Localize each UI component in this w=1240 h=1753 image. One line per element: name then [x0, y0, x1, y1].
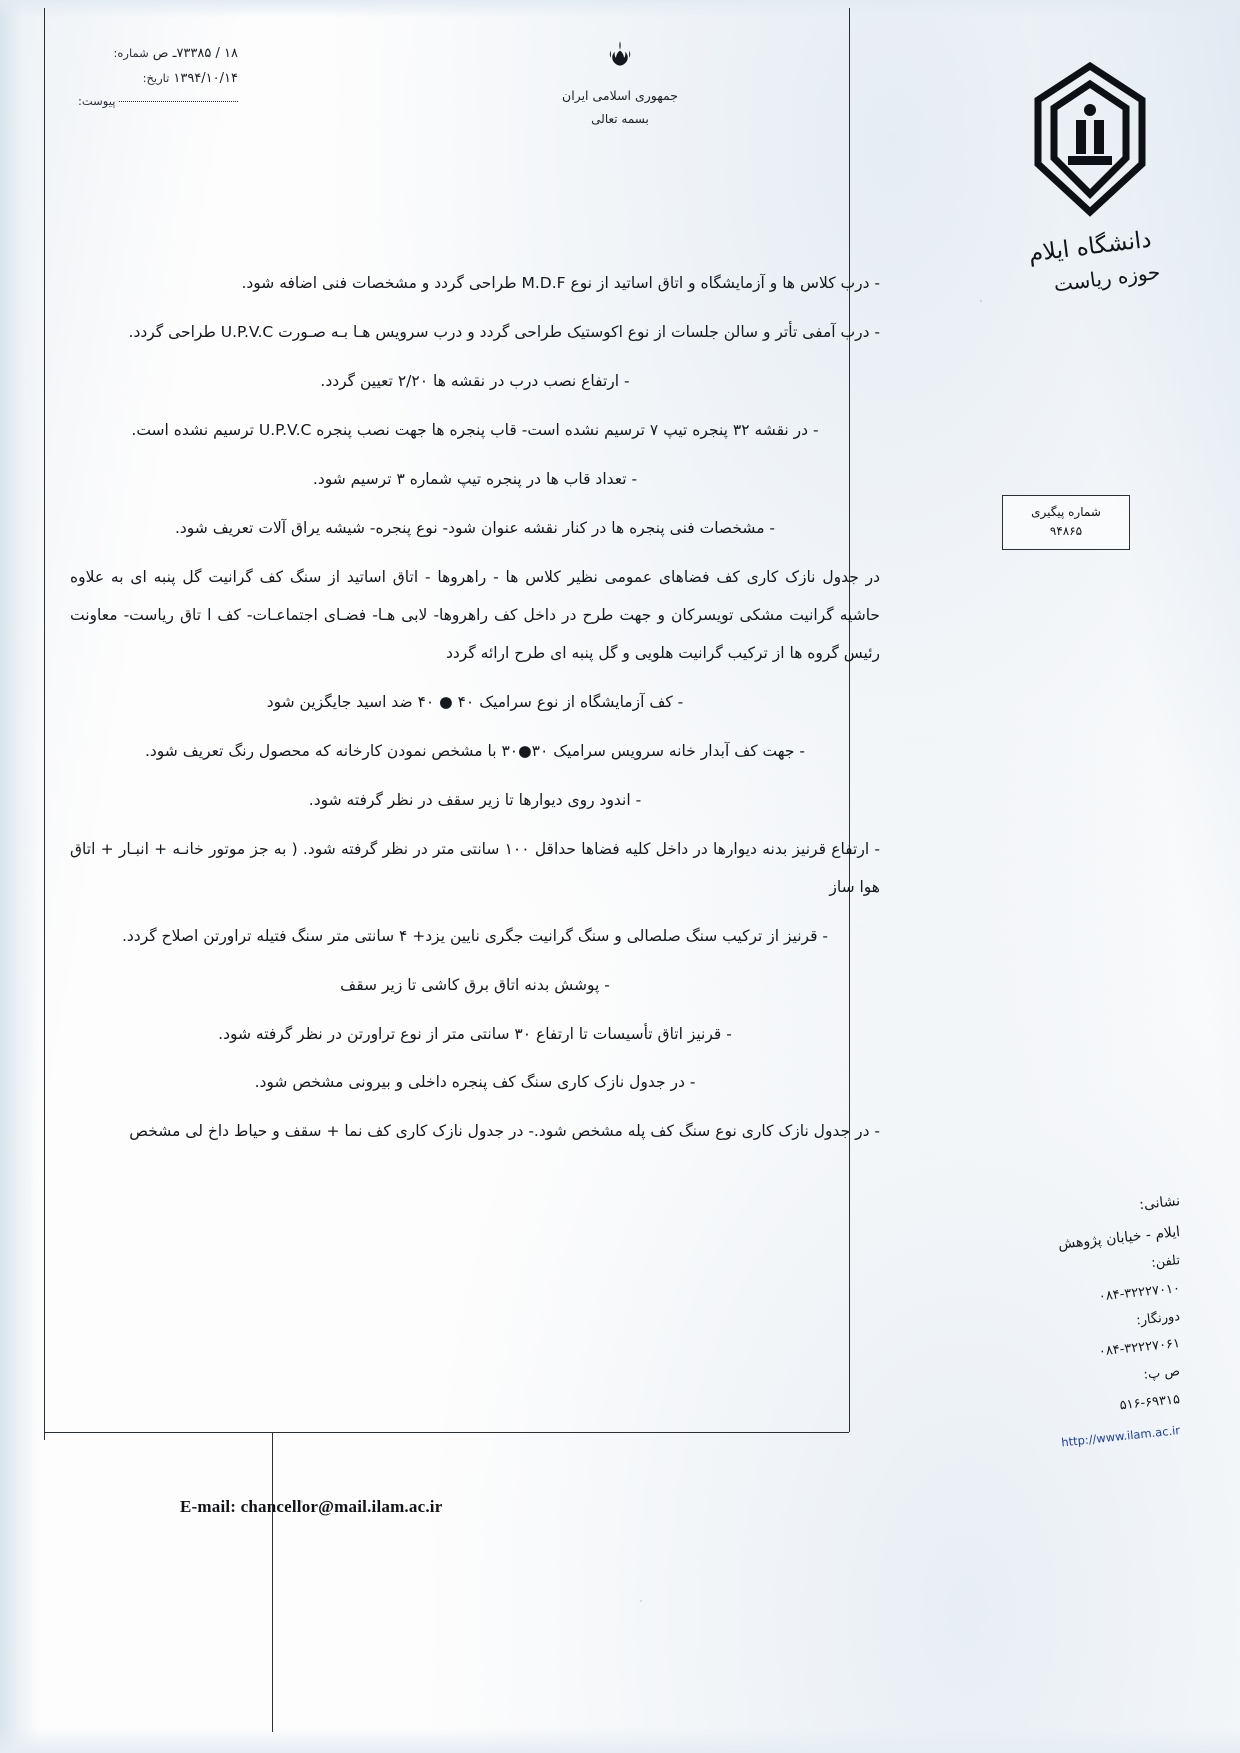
meta-number-value: ۱۸ / ۷۳۳۸۵ـ ص	[152, 46, 238, 61]
fax-label: دورنگار:	[1135, 1308, 1181, 1329]
phone-label: تلفن:	[1150, 1252, 1181, 1271]
body-item: - درب کلاس ها و آزمایشگاه و اتاق اساتید از نوع M.D.F طراحی گردد و مشخصات فنی اضافه شود.	[241, 274, 880, 292]
website-link[interactable]: http://www.ilam.ac.ir	[1060, 1423, 1181, 1450]
body-item: - اندود روی دیوارها تا زیر سقف در نظر گرفته شود.	[308, 790, 642, 809]
scan-speck	[980, 300, 982, 302]
tracking-label: شماره پیگیری	[1031, 505, 1101, 519]
body-item: - پوشش بدنه اتاق برق کاشی تا زیر سقف	[340, 975, 610, 994]
ilam-university-logo-icon	[1024, 60, 1156, 220]
scan-edge-left	[0, 0, 40, 1753]
meta-attachment-label: پیوست:	[78, 94, 116, 109]
contact-block	[930, 1186, 1181, 1450]
tracking-number-box	[1002, 495, 1130, 550]
body-item: در جدول نازک کاری کف فضاهای عمومی نظیر کلاس ها - راهروها - اتاق اساتید از سنگ کف گرانیت گل پنبه ای به علاوه حاشیه گرانیت مشکی تویسرکان و جهت طرح در داخل کف راهروها- لابی هـا- فضـای اجتماعـات- کف ا تاق ریاست- معاونت رئیس گروه ها از ترکیب گرانیت هلویی و گل پنبه ای طرح ارائه گردد	[70, 567, 880, 662]
meta-date-value: ۱۳۹۴/۱۰/۱۴	[173, 70, 238, 86]
basmala: بسمه تعالی	[591, 112, 649, 126]
postbox-label: ص پ:	[1142, 1364, 1181, 1384]
university-name: دانشگاه ایلام	[1027, 226, 1153, 268]
body-item: - کف آزمایشگاه از نوع سرامیک ۴۰ ● ۴۰ ضد اسید جایگزین شود	[266, 692, 684, 711]
scan-speck	[640, 1600, 642, 1602]
meta-date-label: تاریخ:	[142, 70, 170, 85]
body-item: - در جدول نازک کاری نوع سنگ کف پله مشخص شود.- در جدول نازک کاری کف نما + سقف و حیاط داخ لی مشخص	[129, 1122, 880, 1141]
meta-number-label: شماره:	[113, 46, 149, 60]
unit-name: حوزه ریاست	[1052, 259, 1162, 297]
meta-row-attachment	[78, 91, 238, 113]
meta-row-number	[78, 42, 238, 67]
letter-body	[70, 265, 880, 1162]
fax-value: ۰۸۴-۳۲۲۲۷۰۶۱	[1098, 1336, 1181, 1360]
letter-meta	[78, 42, 238, 113]
body-item: - در جدول نازک کاری سنگ کف پنجره داخلی و بیرونی مشخص شود.	[254, 1073, 696, 1092]
phone-value: ۰۸۴-۳۲۲۲۷۰۱۰	[1098, 1280, 1181, 1305]
meta-row-date	[78, 67, 238, 92]
letterhead-sidebar	[890, 0, 1240, 1753]
frame-line-bottom	[44, 1432, 849, 1433]
body-item: - قرنیز اتاق تأسیسات تا ارتفاع ۳۰ سانتی متر از نوع تراورتن در نظر گرفته شود.	[218, 1024, 732, 1043]
address-label: نشانی:	[1138, 1193, 1181, 1214]
body-item: - تعداد قاب ها در پنجره تیپ شماره ۳ ترسیم شود.	[312, 469, 638, 488]
scan-speck	[300, 1500, 303, 1503]
body-item: - درب آمفی تأتر و سالن جلسات از نوع اکوستیک طراحی گردد و درب سرویس هـا بـه صـورت U.P.V.C طراحی گردد.	[128, 322, 880, 341]
postbox-value: ۵۱۶-۶۹۳۱۵	[1118, 1392, 1181, 1414]
meta-attachment-line	[119, 101, 238, 102]
body-item: - جهت کف آبدار خانه سرویس سرامیک ۳۰●۳۰ با مشخص نمودن کارخانه که محصول رنگ تعریف شود.	[144, 741, 806, 760]
body-item: - در نقشه ۳۲ پنجره تیپ ۷ ترسیم نشده است- قاب پنجره ها جهت نصب پنجره U.P.V.C ترسیم نشده است.	[131, 420, 819, 439]
country-name: جمهوری اسلامی ایران	[562, 88, 678, 103]
footer-email[interactable]: E-mail: chancellor@mail.ilam.ac.ir	[180, 1497, 443, 1516]
frame-line-inner	[272, 1432, 273, 1732]
frame-line-left	[44, 8, 45, 1440]
body-item: - مشخصات فنی پنجره ها در کنار نقشه عنوان شود- نوع پنجره- شیشه یراق آلات تعریف شود.	[174, 518, 776, 537]
body-item: - قرنیز از ترکیب سنگ صلصالی و سنگ گرانیت جگری نایین یزد+ ۴ سانتی متر سنگ فتیله تراورتن اصلاح گردد.	[121, 926, 829, 945]
body-item: - ارتفاع نصب درب در نقشه ها ۲/۲۰ تعیین گردد.	[320, 371, 630, 390]
letterhead-logo-block	[1000, 60, 1180, 297]
body-item: - ارتفاع قرنیز بدنه دیوارها در داخل کلیه فضاها حداقل ۱۰۰ سانتی متر در نظر گرفته شود. ( به جز موتور خانـه + انبـار + اتاق هوا ساز	[70, 839, 880, 896]
address-value: ایلام - خیابان پژوهش	[1057, 1223, 1181, 1253]
tracking-value: ۹۴۸۶۵	[1049, 524, 1083, 539]
